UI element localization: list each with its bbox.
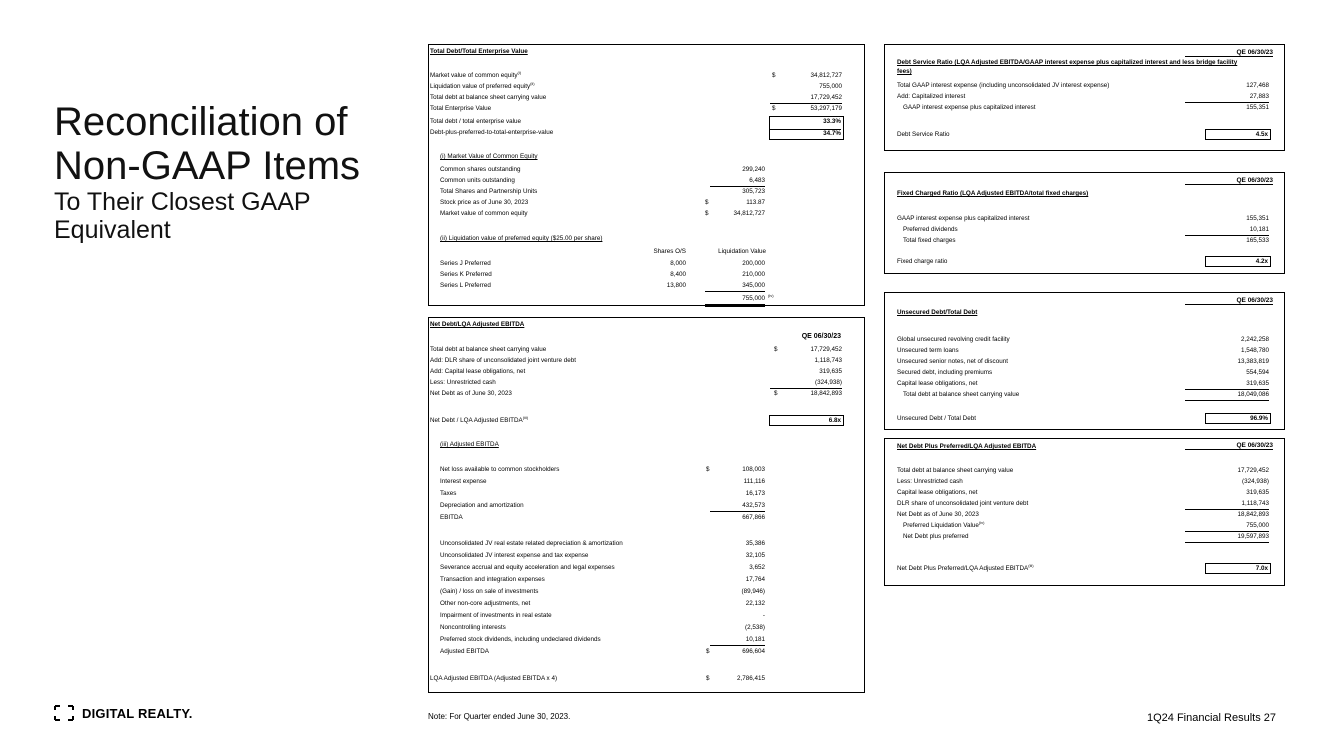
row-label: Less: Unrestricted cash — [430, 379, 496, 386]
row-value: 108,003 — [742, 466, 765, 473]
dollar-sign: $ — [705, 210, 709, 217]
table-row — [903, 521, 1271, 531]
dollar-sign: $ — [706, 648, 710, 655]
row-label: Unconsolidated JV real estate related depreciation & amortization — [440, 540, 623, 547]
row-label: Debt-plus-preferred-to-total-enterprise-value — [430, 129, 554, 136]
row-value: 17,764 — [745, 576, 765, 583]
row-label-text: Capital lease obligations, net — [897, 489, 978, 496]
row-label: Taxes — [440, 490, 457, 497]
row-label — [897, 214, 1030, 224]
table-row — [897, 214, 1271, 224]
column-header-quarter: QE 06/30/23 — [1185, 177, 1273, 185]
column-header-shares: Shares O/S — [653, 248, 686, 255]
slide-subtitle-line1: To Their Closest GAAP — [54, 188, 311, 216]
row-label-text: Secured debt, including premiums — [897, 369, 993, 376]
row-label — [430, 93, 546, 103]
footnote: Note: For Quarter ended June 30, 2023. — [428, 712, 571, 721]
row-label: Common units outstanding — [440, 177, 515, 184]
table-row — [440, 563, 770, 573]
row-label: Series J Preferred — [440, 260, 491, 267]
dollar-sign: $ — [774, 390, 778, 397]
table-row — [430, 674, 770, 684]
table-row — [440, 513, 770, 523]
row-label: Severance accrual and equity acceleration and legal expenses — [440, 564, 615, 571]
table-row — [440, 599, 770, 609]
dollar-sign: $ — [772, 72, 776, 79]
row-value: 755,000 — [819, 83, 842, 90]
table-row — [440, 209, 770, 219]
logo-text: DIGITAL REALTY. — [82, 705, 193, 721]
row-value: 210,000 — [742, 271, 765, 278]
row-value: 18,842,893 — [1237, 511, 1269, 518]
shares-value: 8,000 — [670, 260, 686, 267]
table-row — [903, 225, 1271, 235]
row-value: 34,812,727 — [733, 210, 765, 217]
row-label: Net Debt as of June 30, 2023 — [430, 390, 512, 397]
row-label-text: Total Enterprise Value — [430, 105, 492, 112]
row-label-text: Net Debt Plus Preferred/LQA Adjusted EBITDA — [897, 565, 1029, 572]
table-row — [430, 93, 860, 103]
table-row — [897, 357, 1271, 367]
slide-title-line1: Reconciliation of — [54, 100, 348, 144]
row-label: Transaction and integration expenses — [440, 576, 545, 583]
row-value: 32,105 — [745, 552, 765, 559]
row-value: (324,938) — [1242, 478, 1269, 485]
row-value: 155,351 — [1246, 215, 1269, 222]
row-label-footnote-ref: (i) — [517, 69, 522, 75]
row-value: 113.87 — [746, 199, 765, 206]
table-row — [430, 345, 860, 355]
dollar-sign: $ — [706, 675, 710, 682]
row-label-text: Unsecured senior notes, net of discount — [897, 358, 1008, 365]
table-row — [903, 103, 1271, 113]
row-label: Add: DLR share of unconsolidated joint venture debt — [430, 357, 576, 364]
row-label-text: GAAP interest expense plus capitalized interest — [903, 104, 1036, 111]
row-label — [897, 335, 1010, 345]
row-label: Depreciation and amortization — [440, 502, 524, 509]
row-label-text: GAAP interest expense plus capitalized interest — [897, 215, 1030, 222]
subsection-header: (i) Market Value of Common Equity — [440, 153, 538, 160]
pref-total-value: 755,000 — [705, 294, 765, 307]
column-header-quarter: QE 06/30/23 — [1185, 49, 1273, 57]
row-value: 1,548,780 — [1240, 347, 1269, 354]
row-label-text: Net Debt plus preferred — [903, 533, 969, 540]
table-row — [440, 259, 770, 269]
table-row — [440, 281, 770, 291]
row-value: 34,812,727 — [810, 72, 842, 79]
row-label: Impairment of investments in real estate — [440, 612, 552, 619]
row-value: 35,386 — [745, 540, 765, 547]
table-row — [430, 71, 860, 81]
column-header-quarter: QE 06/30/23 — [1185, 442, 1273, 450]
row-value: 755,000 — [1185, 521, 1269, 532]
row-value: (89,946) — [741, 588, 765, 595]
row-label — [430, 416, 528, 426]
row-label — [897, 510, 979, 520]
row-label — [897, 257, 947, 267]
row-value: 13,383,819 — [1237, 358, 1269, 365]
ratio-box: 6.8x — [769, 415, 844, 426]
row-value: 16,173 — [745, 490, 765, 497]
row-label — [903, 532, 968, 542]
row-label-text: Less: Unrestricted cash — [897, 478, 963, 485]
ratio-value-dpp: 34.7% — [769, 129, 841, 137]
row-value: (2,538) — [745, 624, 765, 631]
table-row — [897, 368, 1271, 378]
table-row — [897, 499, 1271, 509]
row-value: 667,866 — [742, 514, 765, 521]
row-value: 319,635 — [1185, 379, 1269, 390]
row-label: Net loss available to common stockholders — [440, 466, 560, 473]
row-label: Total Shares and Partnership Units — [440, 188, 538, 195]
row-label — [903, 390, 1019, 400]
row-value: 1,118,743 — [814, 357, 842, 364]
row-value: 27,883 — [1185, 92, 1269, 103]
row-value: 2,242,258 — [1240, 336, 1269, 343]
table-row — [440, 501, 770, 511]
row-label-text: Preferred Liquidation Value — [903, 522, 979, 529]
row-value: 432,573 — [710, 501, 765, 512]
table-row — [897, 92, 1271, 102]
section-header: Fixed Charged Ratio (LQA Adjusted EBITDA/total fixed charges) — [897, 190, 1089, 197]
row-label-text: Total debt at balance sheet carrying value — [430, 94, 547, 101]
table-row — [440, 635, 770, 645]
section-header: Unsecured Debt/Total Debt — [897, 309, 978, 316]
table-row — [430, 389, 860, 399]
row-label: Other non-core adjustments, net — [440, 600, 531, 607]
dollar-sign: $ — [772, 105, 776, 112]
table-row — [903, 532, 1271, 542]
row-value: 18,049,086 — [1185, 390, 1269, 401]
fixed-charge-ratio-panel — [884, 172, 1285, 274]
row-value: 17,729,452 — [770, 93, 842, 104]
row-value: 319,635 — [819, 368, 842, 375]
row-label — [897, 368, 992, 378]
row-label: Common shares outstanding — [440, 166, 521, 173]
table-row — [440, 176, 770, 186]
table-row — [440, 165, 770, 175]
table-row — [430, 104, 860, 114]
table-row — [897, 81, 1271, 91]
debt-service-ratio-panel — [884, 44, 1285, 151]
table-row — [440, 477, 770, 487]
table-row — [897, 335, 1271, 345]
row-value: 299,240 — [742, 166, 765, 173]
row-label — [903, 225, 958, 235]
row-label: Series K Preferred — [440, 271, 492, 278]
row-value: 554,594 — [1246, 369, 1269, 376]
column-header-liquidation: Liquidation Value — [718, 248, 766, 255]
table-row — [440, 187, 770, 197]
table-row — [440, 539, 770, 549]
ratio-box: 96.9% — [1205, 413, 1271, 424]
section-header: fees) — [897, 68, 912, 75]
row-label — [430, 71, 521, 81]
row-label-text: Total debt at balance sheet carrying value — [903, 391, 1020, 398]
dollar-sign: $ — [706, 466, 710, 473]
row-label-text: Debt Service Ratio — [897, 131, 950, 138]
row-label — [430, 104, 491, 114]
row-label-text: Preferred dividends — [903, 226, 958, 233]
row-label: Market value of common equity — [440, 210, 528, 217]
row-value: 53,297,179 — [810, 105, 842, 112]
total-debt-tev-panel — [428, 44, 865, 306]
row-label: (Gain) / loss on sale of investments — [440, 588, 539, 595]
row-label: Stock price as of June 30, 2023 — [440, 199, 529, 206]
row-label: Unconsolidated JV interest expense and tax expense — [440, 552, 589, 559]
table-row — [897, 379, 1271, 389]
section-header: Debt Service Ratio (LQA Adjusted EBITDA/GAAP interest expense plus capitalized interest and less bridge facility — [897, 59, 1238, 66]
table-row — [440, 551, 770, 561]
row-label-text: DLR share of unconsolidated joint venture debt — [897, 500, 1029, 507]
row-value: 17,729,452 — [1237, 467, 1269, 474]
row-value: 10,181 — [710, 635, 765, 646]
row-label — [897, 346, 959, 356]
column-header-quarter: QE 06/30/23 — [1185, 297, 1273, 305]
row-label — [430, 82, 535, 92]
subsection-header: (ii) Liquidation value of preferred equity ($25.00 per share) — [440, 235, 603, 242]
row-value: 319,635 — [1246, 489, 1269, 496]
net-debt-plus-preferred-panel — [884, 438, 1285, 586]
row-value: 345,000 — [705, 281, 765, 292]
row-label — [897, 499, 1028, 509]
row-label — [903, 521, 984, 531]
row-label-footnote-ref: (iv) — [978, 519, 985, 525]
row-value: - — [762, 612, 765, 619]
dollar-sign: $ — [705, 199, 709, 206]
row-value: 19,597,893 — [1185, 532, 1269, 543]
row-label: Series L Preferred — [440, 282, 491, 289]
row-value: 2,786,415 — [736, 675, 765, 682]
row-label: LQA Adjusted EBITDA (Adjusted EBITDA x 4) — [430, 675, 558, 682]
dollar-sign: $ — [774, 346, 778, 353]
column-header-quarter: QE 06/30/23 — [801, 333, 841, 340]
table-row — [430, 82, 860, 92]
table-row — [440, 465, 770, 475]
net-debt-ebitda-panel — [428, 317, 865, 693]
row-label-text: Total debt at balance sheet carrying value — [897, 467, 1014, 474]
table-row — [430, 378, 860, 388]
row-label — [897, 488, 978, 498]
row-value: 155,351 — [1246, 104, 1269, 111]
row-label-text: Unsecured Debt / Total Debt — [897, 415, 976, 422]
row-label — [903, 236, 956, 246]
row-label-text: Global unsecured revolving credit facility — [897, 336, 1010, 343]
section-header: Net Debt/LQA Adjusted EBITDA — [430, 321, 525, 328]
row-value: 18,842,893 — [810, 390, 842, 397]
row-value: 696,604 — [742, 648, 765, 655]
row-label — [897, 466, 1013, 476]
row-label-text: Net Debt / LQA Adjusted EBITDA — [430, 417, 523, 424]
row-label-text: Add: Capitalized interest — [897, 93, 966, 100]
table-row — [440, 198, 770, 208]
subsection-header: (iii) Adjusted EBITDA — [440, 441, 499, 448]
page-footer: 1Q24 Financial Results 27 — [1146, 712, 1276, 724]
section-header: Total Debt/Total Enterprise Value — [430, 48, 528, 55]
row-label-text: Market value of common equity — [430, 72, 518, 79]
row-label-text: Unsecured term loans — [897, 347, 959, 354]
logo-bracket-icon — [54, 705, 74, 721]
row-label: Add: Capital lease obligations, net — [430, 368, 526, 375]
row-label — [897, 92, 965, 102]
company-logo — [54, 705, 193, 721]
unsecured-debt-panel — [884, 292, 1285, 430]
row-label — [897, 477, 963, 487]
row-label-footnote-ref: (iii) — [1028, 562, 1034, 568]
table-row — [440, 647, 770, 657]
row-value: 200,000 — [742, 260, 765, 267]
row-label: Total debt / total enterprise value — [430, 118, 522, 125]
row-value: 111,116 — [743, 478, 765, 485]
table-row — [897, 466, 1271, 476]
row-label: Noncontrolling interests — [440, 624, 506, 631]
table-row — [897, 488, 1271, 498]
table-row — [440, 611, 770, 621]
row-value: (324,938) — [770, 378, 842, 389]
row-value: 17,729,452 — [810, 346, 842, 353]
table-row — [430, 356, 860, 366]
row-value: 22,132 — [745, 600, 765, 607]
shares-value: 8,400 — [670, 271, 686, 278]
table-row — [440, 587, 770, 597]
row-value: 3,652 — [749, 564, 765, 571]
slide-title-line2: Non-GAAP Items — [54, 144, 361, 188]
table-row — [430, 367, 860, 377]
table-row — [440, 489, 770, 499]
row-label: Interest expense — [440, 478, 487, 485]
slide-subtitle-line2: Equivalent — [54, 216, 171, 244]
row-label — [897, 379, 978, 389]
row-value: 305,723 — [742, 188, 765, 195]
slide-title-block — [54, 100, 404, 244]
ratio-value-tev: 33.3% — [823, 118, 841, 125]
row-label — [897, 357, 1008, 367]
row-value: 1,118,743 — [1185, 499, 1269, 510]
shares-value: 13,800 — [666, 282, 686, 289]
row-label — [897, 130, 950, 140]
table-row — [440, 623, 770, 633]
row-label: Adjusted EBITDA — [440, 648, 489, 655]
row-value: 10,181 — [1185, 225, 1269, 236]
table-row — [440, 294, 800, 304]
row-label-footnote-ref: (iii) — [522, 414, 529, 420]
row-label — [897, 81, 1109, 91]
row-label — [903, 103, 1036, 113]
table-row — [903, 236, 1271, 246]
table-row — [903, 390, 1271, 400]
row-label-text: Net Debt as of June 30, 2023 — [897, 511, 979, 518]
table-row — [440, 270, 770, 280]
ratio-box: 7.0x — [1205, 563, 1271, 574]
table-row — [897, 510, 1271, 520]
row-label — [897, 414, 976, 424]
row-label-text: Liquidation value of preferred equity — [430, 83, 531, 90]
section-header: Net Debt Plus Preferred/LQA Adjusted EBITDA — [897, 443, 1037, 450]
row-label-text: Fixed charge ratio — [897, 258, 948, 265]
row-label: EBITDA — [440, 514, 463, 521]
row-label-footnote-ref: (ii) — [530, 80, 535, 86]
table-row — [440, 575, 770, 585]
row-label: Total debt at balance sheet carrying value — [430, 346, 547, 353]
row-label — [897, 564, 1034, 574]
ratio-box: 4.5x — [1205, 129, 1271, 140]
ratio-box: 4.2x — [1205, 256, 1271, 267]
row-value: 6,483 — [710, 176, 765, 187]
row-value: 127,468 — [1246, 82, 1269, 89]
row-label: Preferred stock dividends, including undeclared dividends — [440, 636, 601, 643]
row-label-text: Total fixed charges — [903, 237, 956, 244]
table-row — [897, 346, 1271, 356]
table-row — [897, 477, 1271, 487]
pref-total-footnote-ref: (iv) — [768, 293, 774, 298]
row-label-text: Total GAAP interest expense (including unconsolidated JV interest expense) — [897, 82, 1110, 89]
row-label-text: Capital lease obligations, net — [897, 380, 978, 387]
row-value: 165,533 — [1246, 237, 1269, 244]
